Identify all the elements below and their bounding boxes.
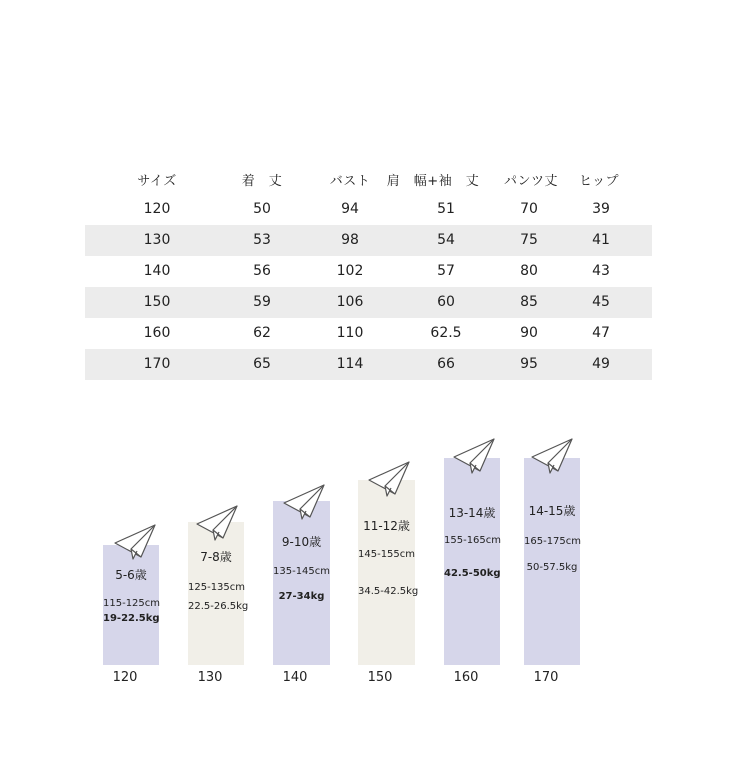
column-weight-label: 27-34kg [278,591,325,602]
table-cell: 94 [341,201,359,217]
table-cell: 45 [592,294,610,310]
size-label-150: 150 [367,670,393,685]
table-cell: 98 [341,232,359,248]
table-cell: 170 [143,356,171,372]
table-cell: 60 [437,294,455,310]
paper-plane-icon [113,523,157,565]
table-cell: 160 [143,325,171,341]
table-cell: 65 [253,356,271,372]
header-shoulder-sleeve: 肩 幅+袖 丈 [386,174,480,189]
table-cell: 130 [143,232,171,248]
header-length: 着 丈 [241,174,283,189]
table-cell: 75 [520,232,538,248]
table-cell: 150 [143,294,171,310]
table-cell: 66 [437,356,455,372]
column-age-label: 9-10歳 [281,535,322,549]
column-weight-label: 22.5-26.5kg [188,601,249,612]
size-column-140 [273,501,330,665]
column-height-label: 135-145cm [273,566,331,577]
column-height-label: 125-135cm [188,582,246,593]
table-cell: 54 [437,232,455,248]
column-height-label: 145-155cm [358,549,416,560]
table-cell: 50 [253,201,271,217]
column-age-label: 11-12歳 [363,519,410,533]
column-height-label: 115-125cm [103,598,161,609]
size-label-170: 170 [533,670,559,685]
table-cell: 102 [336,263,364,279]
table-cell: 39 [592,201,610,217]
paper-plane-icon [452,437,496,479]
table-cell: 47 [592,325,610,341]
size-label-140: 140 [282,670,308,685]
table-cell: 51 [437,201,455,217]
table-cell: 110 [336,325,364,341]
column-weight-label: 42.5-50kg [444,568,501,579]
table-cell: 53 [253,232,271,248]
table-cell: 56 [253,263,271,279]
header-pants-length: パンツ丈 [503,174,559,189]
column-age-label: 7-8歳 [200,550,232,564]
column-age-label: 5-6歳 [115,568,147,582]
paper-plane-icon [282,483,326,525]
table-cell: 62.5 [430,325,462,341]
table-cell: 41 [592,232,610,248]
column-weight-label: 34.5-42.5kg [358,586,419,597]
column-height-label: 155-165cm [444,535,502,546]
column-age-label: 13-14歳 [448,506,496,520]
header-hip: ヒップ [578,174,620,189]
column-weight-label: 50-57.5kg [526,562,578,573]
table-cell: 114 [336,356,364,372]
table-cell: 70 [520,201,538,217]
table-cell: 95 [520,356,538,372]
table-cell: 62 [253,325,271,341]
table-cell: 106 [336,294,364,310]
table-cell: 59 [253,294,271,310]
table-cell: 140 [143,263,171,279]
table-cell: 90 [520,325,538,341]
size-label-160: 160 [453,670,479,685]
size-label-120: 120 [112,670,138,685]
size-column-160 [444,458,500,665]
paper-plane-icon [367,460,411,502]
table-cell: 80 [520,263,538,279]
table-cell: 43 [592,263,610,279]
size-column-150 [358,480,419,665]
column-age-label: 14-15歳 [528,504,576,518]
table-cell: 57 [437,263,455,279]
column-weight-label: 19-22.5kg [103,613,160,624]
header-size: サイズ [137,174,177,189]
header-bust: バスト [329,174,371,189]
size-label-130: 130 [197,670,223,685]
paper-plane-icon [530,437,574,479]
size-column-170 [524,458,580,665]
table-cell: 49 [592,356,610,372]
column-height-label: 165-175cm [524,536,582,547]
table-cell: 85 [520,294,538,310]
paper-plane-icon [195,504,239,546]
table-cell: 120 [143,201,171,217]
